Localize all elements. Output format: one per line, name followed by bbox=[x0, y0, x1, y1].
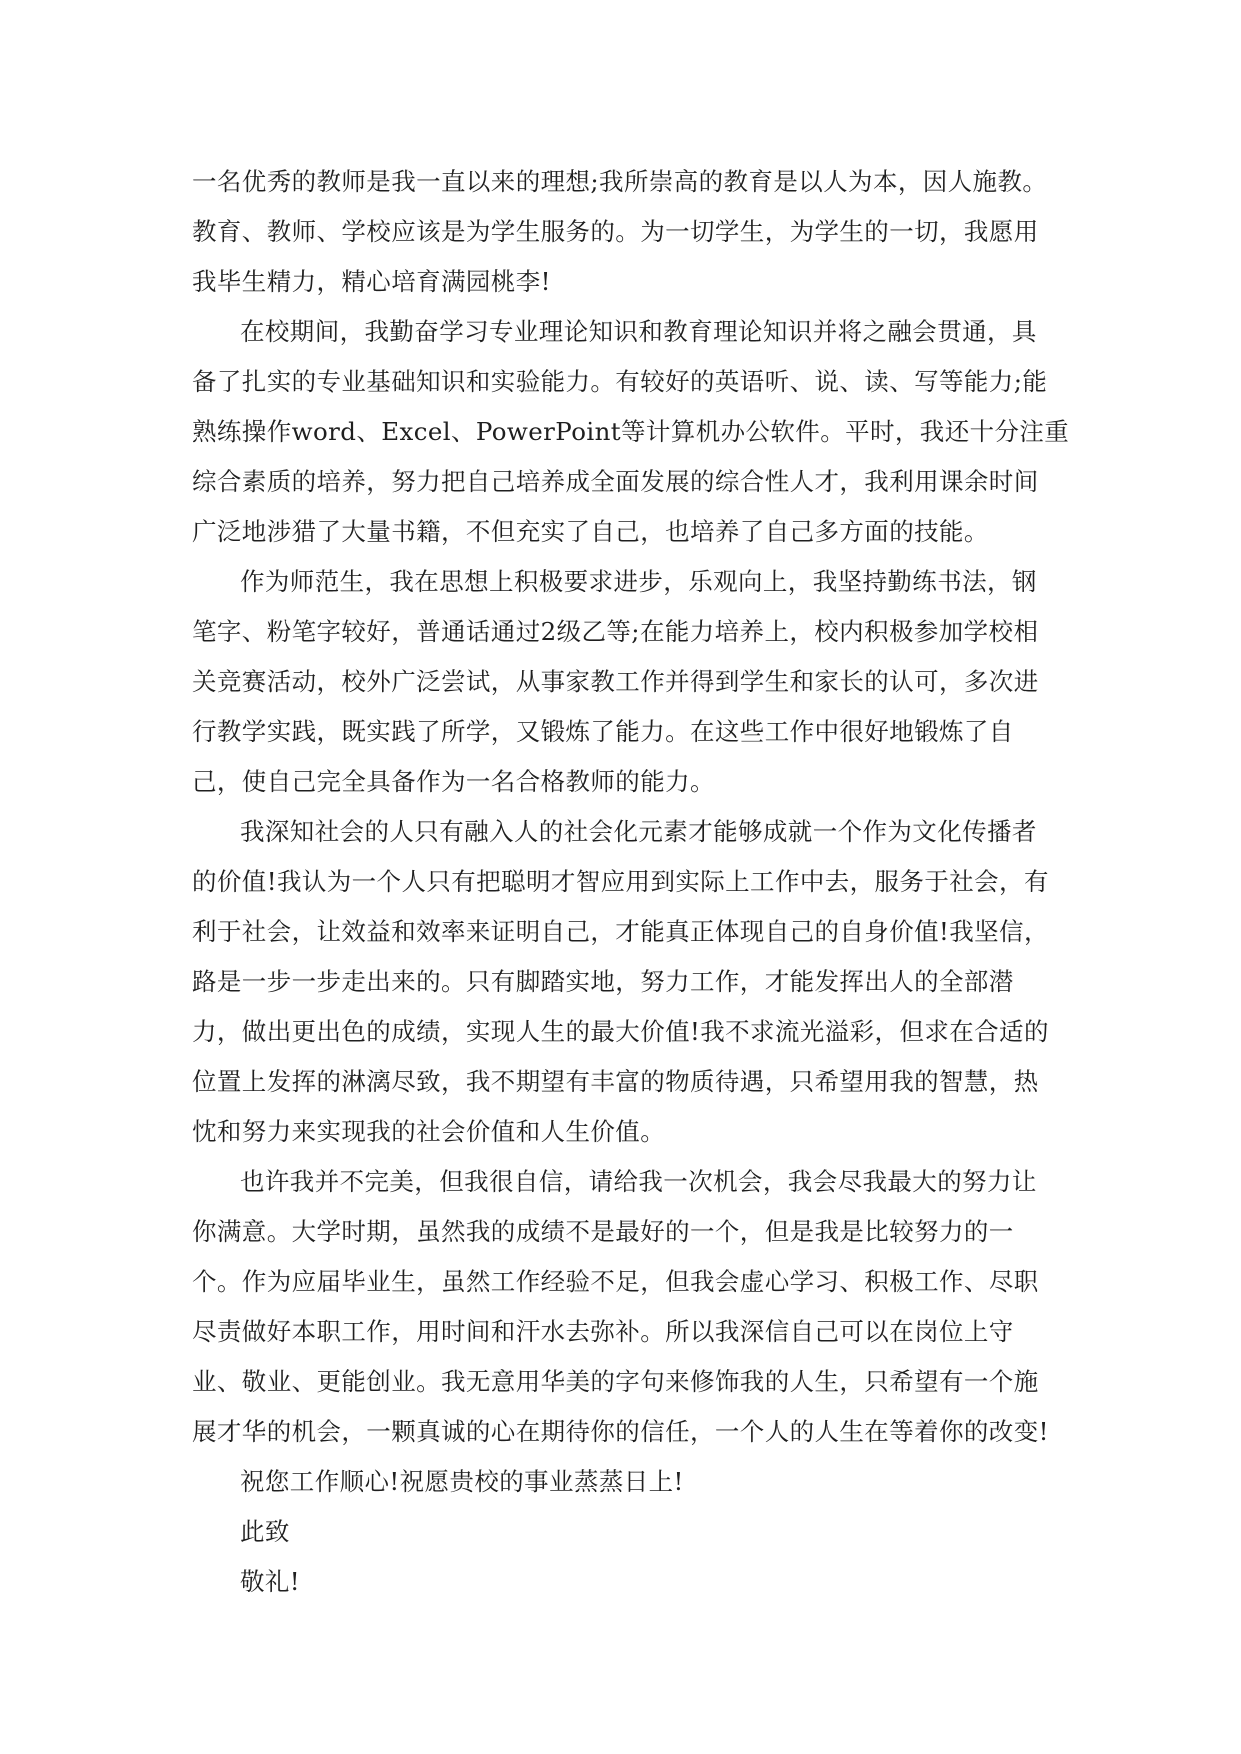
text-line: 忱和努力来实现我的社会价值和人生价值。 bbox=[192, 1117, 666, 1146]
text-line: 关竞赛活动，校外广泛尝试，从事家教工作并得到学生和家长的认可，多次进 bbox=[192, 667, 1039, 696]
text-line: 此致 bbox=[240, 1517, 290, 1546]
text-line: 力，做出更出色的成绩，实现人生的最大价值!我不求流光溢彩，但求在合适的 bbox=[192, 1017, 1049, 1046]
text-line: 展才华的机会，一颗真诚的心在期待你的信任，一个人的人生在等着你的改变! bbox=[192, 1417, 1049, 1446]
paragraph-school-period bbox=[192, 307, 1070, 557]
text-line: 在校期间，我勤奋学习专业理论知识和教育理论知识并将之融会贯通，具 bbox=[240, 317, 1037, 346]
paragraph-wishes bbox=[192, 1457, 1062, 1507]
text-line: 备了扎实的专业基础知识和实验能力。有较好的英语听、说、读、写等能力;能 bbox=[192, 367, 1048, 396]
text-line: 广泛地涉猎了大量书籍，不但充实了自己，也培养了自己多方面的技能。 bbox=[192, 517, 989, 546]
text-line: 行教学实践，既实践了所学，又锻炼了能力。在这些工作中很好地锻炼了自 bbox=[192, 717, 1014, 746]
text-line: 尽责做好本职工作，用时间和汗水去弥补。所以我深信自己可以在岗位上守 bbox=[192, 1317, 1014, 1346]
letter-body bbox=[192, 157, 1070, 1607]
text-line: 个。作为应届毕业生，虽然工作经验不足，但我会虚心学习、积极工作、尽职 bbox=[192, 1267, 1039, 1296]
text-line: 祝您工作顺心!祝愿贵校的事业蒸蒸日上! bbox=[240, 1467, 684, 1496]
text-line: 熟练操作word、Excel、PowerPoint等计算机办公软件。平时，我还十分注重 bbox=[192, 417, 1070, 446]
text-line: 业、敬业、更能创业。我无意用华美的字句来修饰我的人生，只希望有一个施 bbox=[192, 1367, 1039, 1396]
closing-regards bbox=[192, 1557, 1062, 1607]
text-line: 敬礼! bbox=[240, 1567, 301, 1596]
text-line: 笔字、粉笔字较好，普通话通过2级乙等;在能力培养上，校内积极参加学校相 bbox=[192, 617, 1039, 646]
text-line: 我深知社会的人只有融入人的社会化元素才能够成就一个作为文化传播者 bbox=[240, 817, 1037, 846]
text-line: 路是一步一步走出来的。只有脚踏实地，努力工作，才能发挥出人的全部潜 bbox=[192, 967, 1014, 996]
text-line: 教育、教师、学校应该是为学生服务的。为一切学生，为学生的一切，我愿用 bbox=[192, 217, 1039, 246]
closing-salutation bbox=[192, 1507, 1062, 1557]
paragraph-request bbox=[192, 1157, 1062, 1457]
text-line: 利于社会，让效益和效率来证明自己，才能真正体现自己的自身价值!我坚信， bbox=[192, 917, 1049, 946]
text-line: 综合素质的培养，努力把自己培养成全面发展的综合性人才，我利用课余时间 bbox=[192, 467, 1039, 496]
text-line: 位置上发挥的淋漓尽致，我不期望有丰富的物质待遇，只希望用我的智慧，热 bbox=[192, 1067, 1039, 1096]
text-line: 作为师范生，我在思想上积极要求进步，乐观向上，我坚持勤练书法，钢 bbox=[240, 567, 1037, 596]
text-line: 我毕生精力，精心培育满园桃李! bbox=[192, 267, 551, 296]
text-line: 一名优秀的教师是我一直以来的理想;我所崇高的教育是以人为本，因人施教。 bbox=[192, 167, 1048, 196]
text-line: 己，使自己完全具备作为一名合格教师的能力。 bbox=[192, 767, 715, 796]
text-line: 的价值!我认为一个人只有把聪明才智应用到实际上工作中去，服务于社会，有 bbox=[192, 867, 1049, 896]
text-line: 也许我并不完美，但我很自信，请给我一次机会，我会尽我最大的努力让 bbox=[240, 1167, 1037, 1196]
paragraph-social-value bbox=[192, 807, 1062, 1157]
text-line: 你满意。大学时期，虽然我的成绩不是最好的一个，但是我是比较努力的一 bbox=[192, 1217, 1014, 1246]
paragraph-opening bbox=[192, 157, 1062, 307]
paragraph-normal-student bbox=[192, 557, 1062, 807]
